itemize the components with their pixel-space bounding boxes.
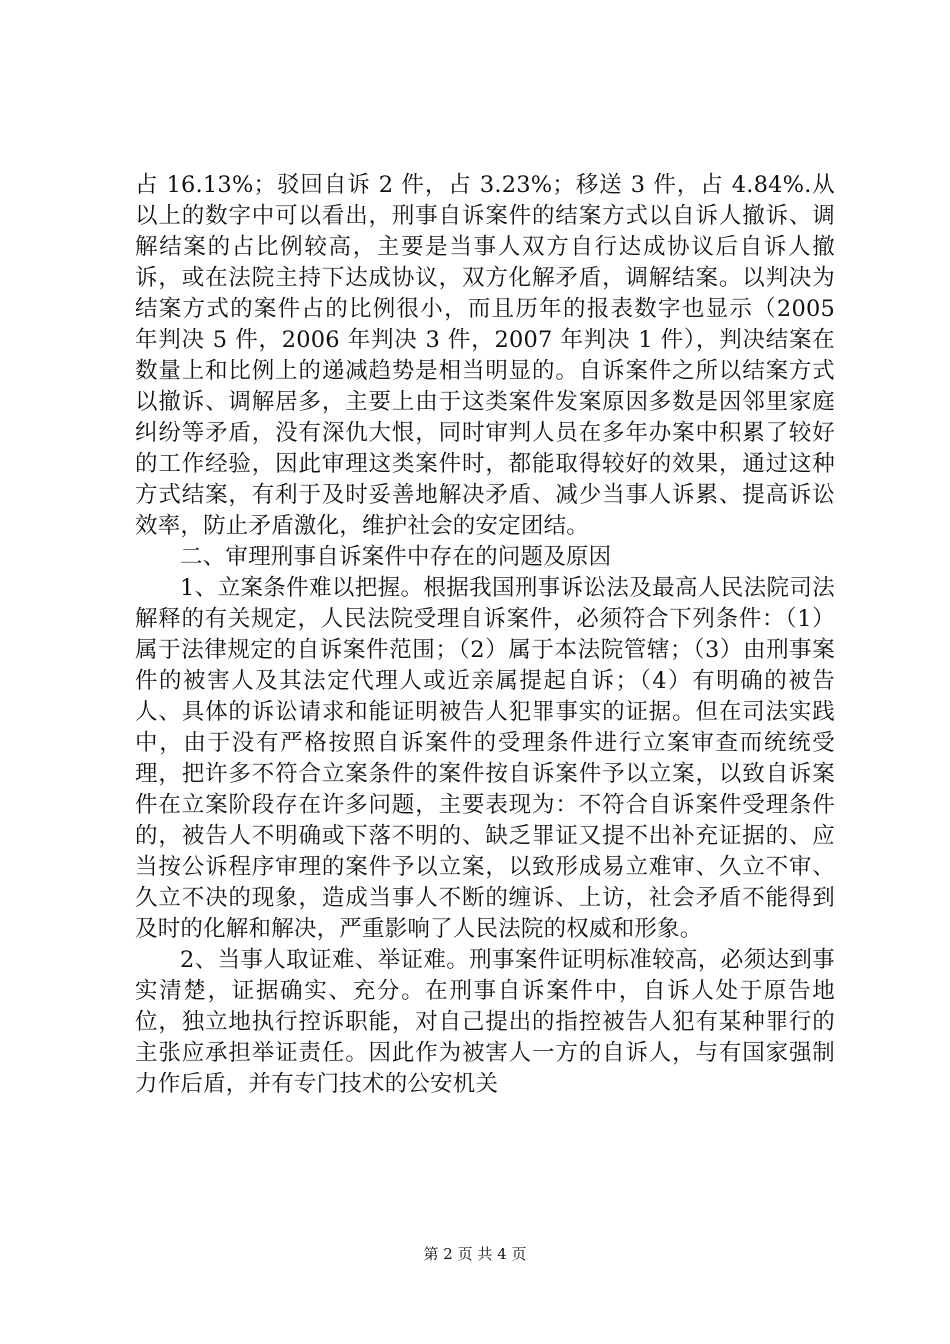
paragraph-evidence-difficulty: 2、当事人取证难、举证难。刑事案件证明标准较高，必须达到事实清楚，证据确实、充分。在刑事自诉案件中，自诉人处于原告地位，独立地执行控诉职能，对自己提出的指控被告人犯有某种罪行的主张应承担举证责任。因此作为被害人一方的自诉人，与有国家强制力作后盾，并有专门技术的公安机关: [135, 947, 835, 1097]
paragraph-continuation: 占 16.13%；驳回自诉 2 件，占 3.23%；移送 3 件，占 4.84%.从以上的数字中可以看出，刑事自诉案件的结案方式以自诉人撤诉、调解结案的占比例较高，主要是当事人双方自行达成协议后自诉人撤诉，或在法院主持下达成协议，双方化解矛盾，调解结案。以判决为结案方式的案件占的比例很小，而且历年的报表数字也显示（2005 年判决 5 件，2006 年判决 3 件，2007 年判决 1 件），判决结案在数量上和比例上的递减趋势是相当明显的。自诉案件之所以结案方式以撤诉、调解居多，主要上由于这类案件发案原因多数是因邻里家庭纠纷等矛盾，没有深仇大恨，同时审判人员在多年办案中积累了较好的工作经验，因此审理这类案件时，都能取得较好的效果，通过这种方式结案，有利于及时妥善地解决矛盾、减少当事人诉累、提高诉讼效率，防止矛盾激化，维护社会的安定团结。: [135, 172, 835, 539]
section-heading: 二、审理刑事自诉案件中存在的问题及原因: [180, 544, 612, 570]
document-body: [135, 170, 835, 1100]
paragraph-filing-conditions: 1、立案条件难以把握。根据我国刑事诉讼法及最高人民法院司法解释的有关规定，人民法院受理自诉案件，必须符合下列条件：（1）属于法律规定的自诉案件范围；（2）属于本法院管辖；（3）由刑事案件的被害人及其法定代理人或近亲属提起自诉；（4）有明确的被告人、具体的诉讼请求和能证明被告人犯罪事实的证据。但在司法实践中，由于没有严格按照自诉案件的受理条件进行立案审查而统统受理，把许多不符合立案条件的案件按自诉案件予以立案，以致自诉案件在立案阶段存在许多问题，主要表现为：不符合自诉案件受理条件的，被告人不明确或下落不明的、缺乏罪证又提不出补充证据的、应当按公诉程序审理的案件予以立案，以致形成易立难审、久立不审、久立不决的现象，造成当事人不断的缠诉、上访，社会矛盾不能得到及时的化解和解决，严重影响了人民法院的权威和形象。: [135, 575, 835, 942]
page-footer: 第 2 页 共 4 页: [423, 1245, 527, 1263]
